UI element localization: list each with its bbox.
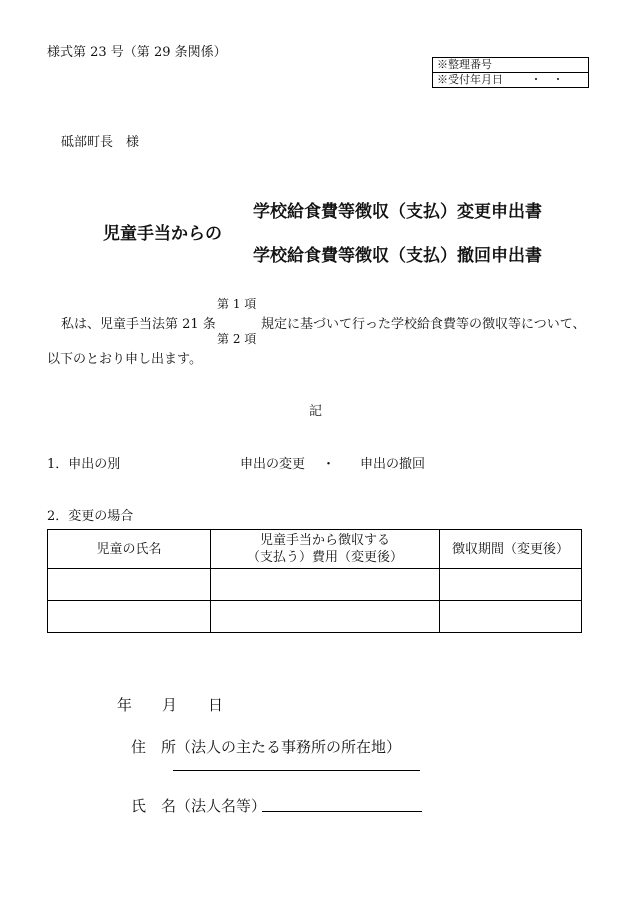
form-number: 様式第 23 号（第 29 条関係） xyxy=(47,45,227,60)
name-line[interactable] xyxy=(262,811,422,812)
header-child-name: 児童の氏名 xyxy=(48,530,211,569)
option-separator: ・ xyxy=(322,457,336,472)
management-number-label: ※整理番号 xyxy=(437,58,492,71)
period-cell[interactable] xyxy=(440,569,582,601)
name-label: 氏 名（法人名等） xyxy=(131,797,267,815)
paragraph-start: 私は、児童手当法第 21 条 xyxy=(61,317,216,332)
option-change[interactable]: 申出の変更 xyxy=(240,457,306,472)
child-name-cell[interactable] xyxy=(48,601,211,633)
addressee: 砥部町長 様 xyxy=(61,135,140,150)
fee-cell[interactable] xyxy=(211,569,440,601)
title-change: 学校給食費等徴収（支払）変更申出書 xyxy=(253,202,542,222)
header-fee xyxy=(211,530,440,569)
received-date-dots: ・ ・ xyxy=(530,73,564,86)
date-month: 月 xyxy=(162,696,178,714)
option-withdraw[interactable]: 申出の撤回 xyxy=(360,457,426,472)
section2-label: 2．変更の場合 xyxy=(47,509,134,524)
header-period: 徴収期間（変更後） xyxy=(440,530,582,569)
change-table xyxy=(47,529,582,633)
management-number-field[interactable] xyxy=(433,58,589,73)
paragraph-option-2: 第 2 項 xyxy=(217,332,257,346)
received-date-field[interactable] xyxy=(433,73,589,88)
reference-box xyxy=(432,57,589,88)
header-fee-line2: （支払う）費用（変更後） xyxy=(246,550,403,565)
paragraph-end: 規定に基づいて行った学校給食費等の徴収等について、 xyxy=(261,317,586,332)
date-day: 日 xyxy=(208,696,224,714)
ki-heading: 記 xyxy=(309,404,323,419)
title-prefix: 児童手当からの xyxy=(103,224,222,244)
table-row xyxy=(48,569,582,601)
address-line[interactable] xyxy=(173,770,420,771)
child-name-cell[interactable] xyxy=(48,569,211,601)
paragraph-line-2: 以下のとおり申し出ます。 xyxy=(47,352,202,367)
period-cell[interactable] xyxy=(440,601,582,633)
title-withdraw: 学校給食費等徴収（支払）撤回申出書 xyxy=(253,246,542,266)
table-row xyxy=(48,601,582,633)
received-date-label: ※受付年月日 xyxy=(437,73,503,86)
date-year: 年 xyxy=(117,696,133,714)
section1-label: 1．申出の別 xyxy=(47,457,121,472)
table-header-row xyxy=(48,530,582,569)
header-fee-line1: 児童手当から徴収する xyxy=(259,533,390,548)
fee-cell[interactable] xyxy=(211,601,440,633)
address-label: 住 所（法人の主たる事務所の所在地） xyxy=(131,738,402,756)
paragraph-option-1: 第 1 項 xyxy=(217,297,257,311)
